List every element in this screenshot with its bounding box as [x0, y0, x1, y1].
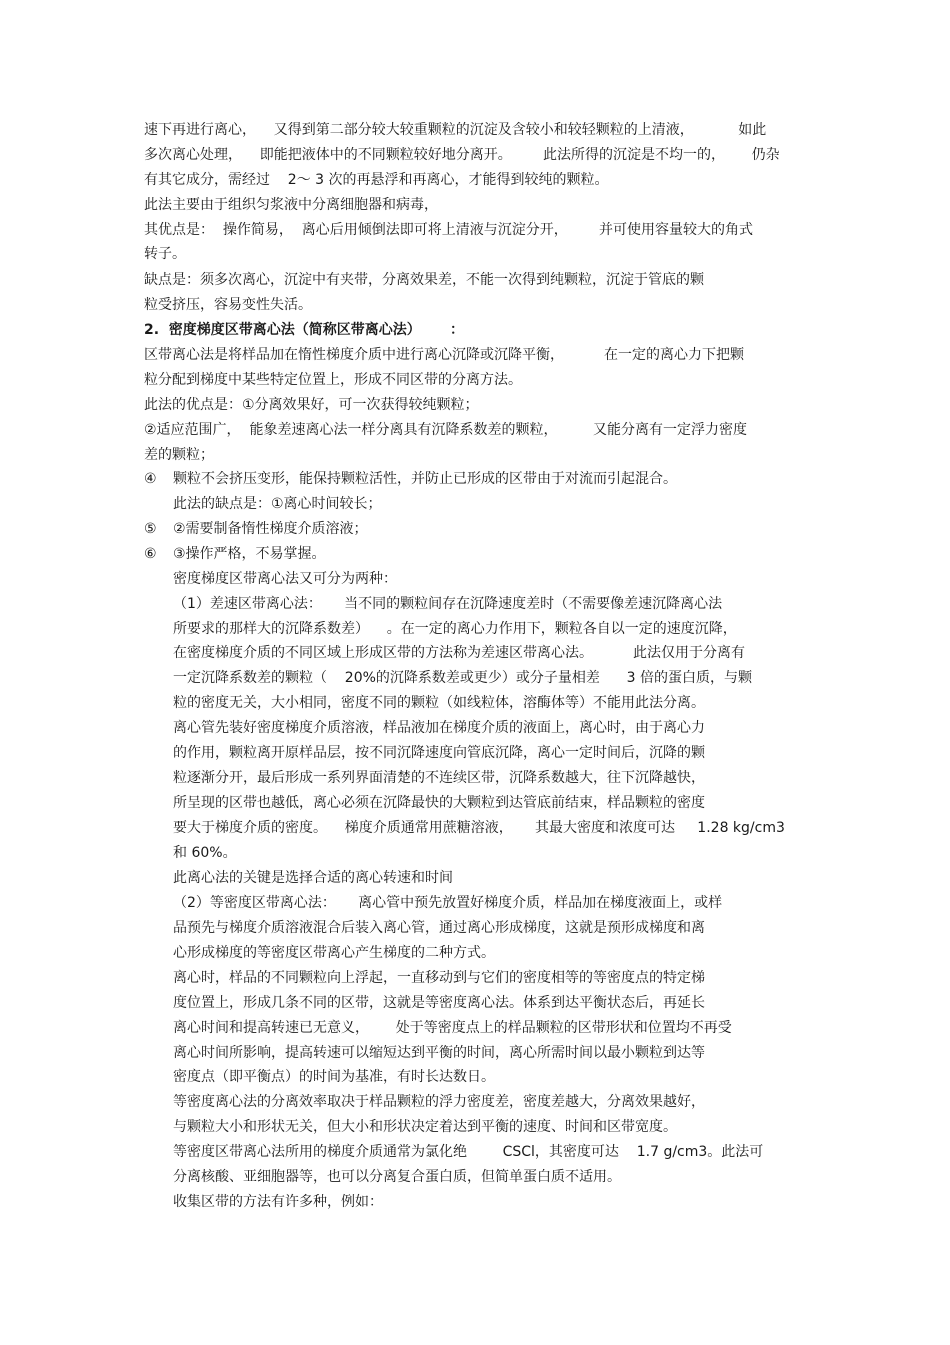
text-line: 要大于梯度介质的密度。 梯度介质通常用蔗糖溶液， 其最大密度和浓度可达 1.28 kg/cm3	[173, 820, 785, 836]
text-line: 品预先与梯度介质溶液混合后装入离心管，通过离心形成梯度，这就是预形成梯度和离	[173, 920, 705, 936]
text-line: 密度梯度区带离心法又可分为两种：	[173, 571, 397, 587]
text-line: ②适应范围广， 能象差速离心法一样分离具有沉降系数差的颗粒， 又能分离有一定浮力密度	[144, 422, 748, 438]
text-line: 度位置上，形成几条不同的区带，这就是等密度离心法。体系到达平衡状态后，再延长	[173, 995, 705, 1011]
text-line: 粒的密度无关，大小相同，密度不同的颗粒（如线粒体，溶酶体等）不能用此法分离。	[173, 695, 705, 711]
text-line: 所要求的那样大的沉降系数差） 。在一定的离心力作用下，颗粒各自以一定的速度沉降，	[173, 621, 737, 637]
subsection-heading: （1）差速区带离心法： 当不同的颗粒间存在沉降速度差时（不需要像差速沉降离心法	[173, 596, 723, 612]
text-line: ②需要制备惰性梯度介质溶液；	[173, 521, 368, 537]
text-line: 有其它成分，需经过 2～ 3 次的再悬浮和再离心，才能得到较纯的颗粒。	[144, 172, 609, 188]
section-heading: 2. 密度梯度区带离心法（简称区带离心法） ：	[144, 322, 465, 338]
text-line: 粒逐渐分开，最后形成一系列界面清楚的不连续区带，沉降系数越大，往下沉降越快，	[173, 770, 705, 786]
text-line: 在密度梯度介质的不同区域上形成区带的方法称为差速区带离心法。 此法仅用于分离有	[173, 645, 746, 661]
list-marker: ④	[144, 471, 157, 487]
text-line: 缺点是：须多次离心，沉淀中有夹带，分离效果差，不能一次得到纯颗粒，沉淀于管底的颗	[144, 272, 704, 288]
text-line: 区带离心法是将样品加在惰性梯度介质中进行离心沉降或沉降平衡， 在一定的离心力下把颗	[144, 347, 745, 363]
text-line: 速下再进行离心， 又得到第二部分较大较重颗粒的沉淀及含较小和较轻颗粒的上清液， 如此	[144, 122, 767, 138]
text-line: 一定沉降系数差的颗粒（ 20%的沉降系数差或更少）或分子量相差 3 倍的蛋白质，与颗	[173, 670, 752, 686]
text-line: 此法主要由于组织匀浆液中分离细胞器和病毒，	[144, 197, 438, 213]
list-marker: ⑥	[144, 546, 157, 562]
text-line: 收集区带的方法有许多种，例如：	[173, 1194, 383, 1210]
text-line: 的作用，颗粒离开原样品层，按不同沉降速度向管底沉降，离心一定时间后，沉降的颗	[173, 745, 705, 761]
text-line: 差的颗粒；	[144, 447, 214, 463]
text-line: 和 60%。	[173, 845, 237, 861]
text-line: 分离核酸、亚细胞器等，也可以分离复合蛋白质，但简单蛋白质不适用。	[173, 1169, 621, 1185]
text-line: 粒分配到梯度中某些特定位置上，形成不同区带的分离方法。	[144, 372, 522, 388]
text-line: 离心时间所影响，提高转速可以缩短达到平衡的时间，离心所需时间以最小颗粒到达等	[173, 1045, 705, 1061]
text-line: 离心时间和提高转速已无意义， 处于等密度点上的样品颗粒的区带形状和位置均不再受	[173, 1020, 732, 1036]
text-line: 等密度区带离心法所用的梯度介质通常为氯化绝 CSCl，其密度可达 1.7 g/cm3。此法可	[173, 1144, 764, 1160]
text-line: 此法的优点是：①分离效果好，可一次获得较纯颗粒；	[144, 397, 479, 413]
text-line: 所呈现的区带也越低，离心必须在沉降最快的大颗粒到达管底前结束，样品颗粒的密度	[173, 795, 705, 811]
text-line: ③操作严格，不易掌握。	[173, 546, 326, 562]
text-line: 等密度离心法的分离效率取决于样品颗粒的浮力密度差，密度差越大，分离效果越好，	[173, 1094, 705, 1110]
text-line: 离心管先装好密度梯度介质溶液，样品液加在梯度介质的液面上，离心时，由于离心力	[173, 720, 705, 736]
text-line: 多次离心处理， 即能把液体中的不同颗粒较好地分离开。 此法所得的沉淀是不均一的， 仍杂	[144, 147, 780, 163]
text-line: 心形成梯度的等密度区带离心产生梯度的二种方式。	[173, 945, 495, 961]
text-line: 与颗粒大小和形状无关，但大小和形状决定着达到平衡的速度、时间和区带宽度。	[173, 1119, 677, 1135]
text-line: 离心时，样品的不同颗粒向上浮起，一直移动到与它们的密度相等的等密度点的特定梯	[173, 970, 705, 986]
text-line: 此法的缺点是：①离心时间较长；	[173, 496, 382, 512]
list-marker: ⑤	[144, 521, 157, 537]
subsection-heading: （2）等密度区带离心法： 离心管中预先放置好梯度介质，样品加在梯度液面上，或样	[173, 895, 723, 911]
text-line: 其优点是： 操作简易， 离心后用倾倒法即可将上清液与沉淀分开， 并可使用容量较大的角式	[144, 222, 753, 238]
text-line: 密度点（即平衡点）的时间为基准，有时长达数日。	[173, 1069, 495, 1085]
text-line: 此离心法的关键是选择合适的离心转速和时间	[173, 870, 453, 886]
text-line: 颗粒不会挤压变形，能保持颗粒活性，并防止已形成的区带由于对流而引起混合。	[173, 471, 677, 487]
text-line: 转子。	[144, 246, 186, 262]
text-line: 粒受挤压，容易变性失活。	[144, 297, 312, 313]
